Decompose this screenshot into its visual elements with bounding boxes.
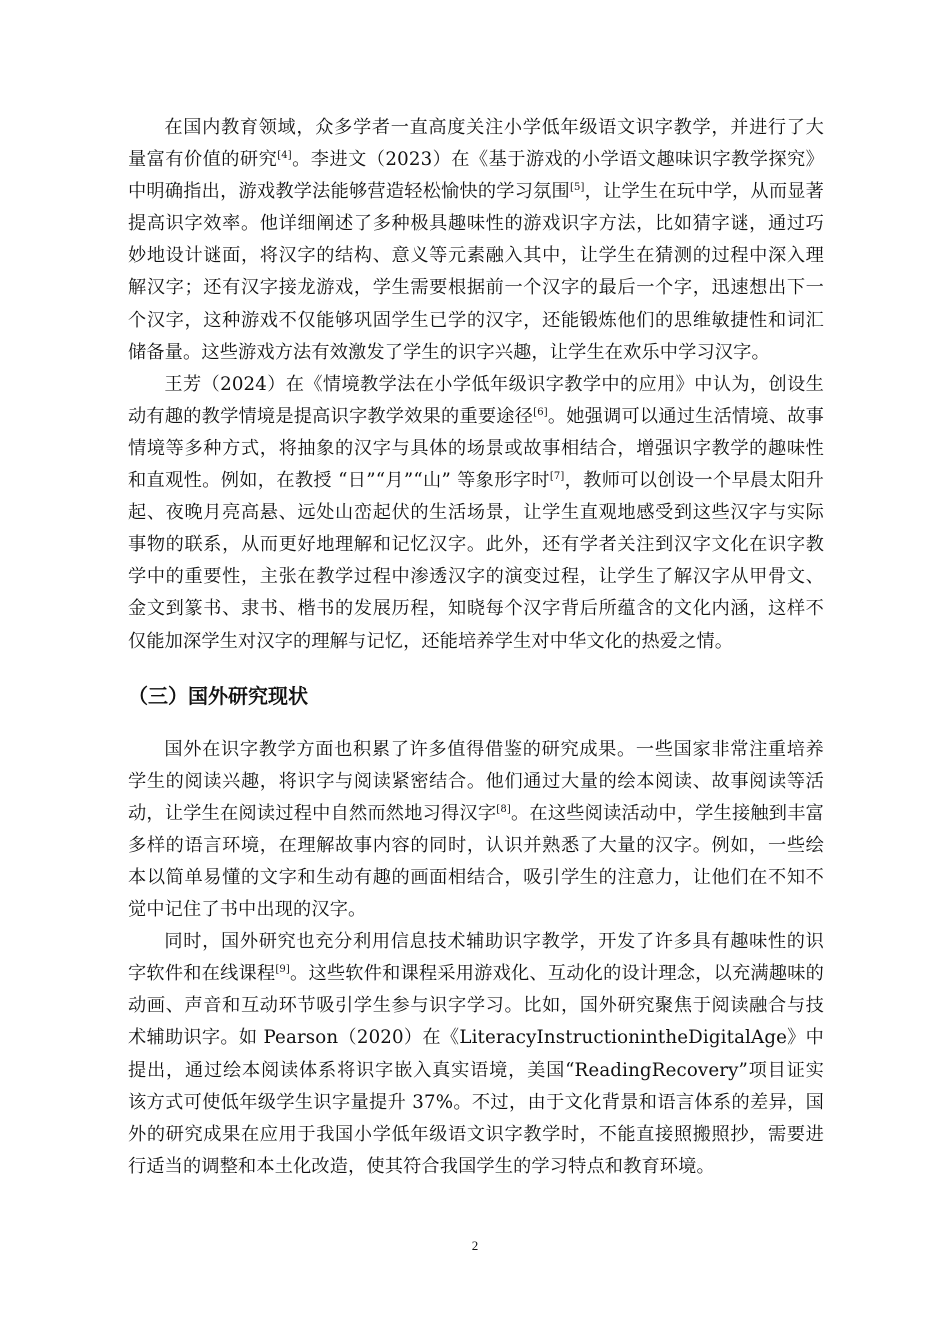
citation-ref: [7] <box>549 471 565 483</box>
citation-ref: [5] <box>569 182 585 194</box>
paragraph-text: 国外在识字教学方面也积累了许多值得借鉴的研究成果。一些国家非常注重培养学生的阅读兴趣，将识字与阅读紧密结合。他们通过大量的绘本阅读、故事阅读等活动，让学生在阅读过程中自然而然地习得汉字 <box>128 738 824 824</box>
heading-spacer <box>128 720 824 734</box>
paragraph-foreign-research-1 <box>128 734 824 927</box>
paragraph-text: 。这些软件和课程采用游戏化、互动化的设计理念，以充满趣味的动画、声音和互动环节吸引学生参与识字学习。比如，国外研究聚焦于阅读融合与技术辅助识字。如 Pearson（2020）在《LiteracyInstructionintheDigitalAge》中提出，通过绘本阅读体系将识字嵌入真实语境，美国“ReadingRecovery”项目证实该方式可使低年级学生识字量提升 37%。不过，由于文化背景和语言体系的差异，国外的研究成果在应用于我国小学低年级语文识字教学时，不能直接照搬照抄，需要进行适当的调整和本土化改造，使其符合我国学生的学习特点和教育环境。 <box>128 963 824 1177</box>
paragraph-text: 在国内教育领域，众多学者一直高度关注小学低年级语文识字教学，并进行了大量富有价值的研究 <box>128 117 824 171</box>
paragraph-domestic-research-2 <box>128 369 824 658</box>
paragraph-text: 。李进文（2023）在《基于游戏的小学语文趣味识字教学探究》中明确指出，游戏教学法能够营造轻松愉快的学习氛围 <box>128 149 824 203</box>
paragraph-text: 。在这些阅读活动中，学生接触到丰富多样的语言环境，在理解故事内容的同时，认识并熟悉了大量的汉字。例如，一些绘本以简单易懂的文字和生动有趣的画面相结合，吸引学生的注意力，让他们在不知不觉中记住了书中出现的汉字。 <box>128 802 824 921</box>
citation-ref: [4] <box>277 150 292 162</box>
paragraph-text: 王芳（2024）在《情境教学法在小学低年级识字教学中的应用》中认为，创设生动有趣的教学情境是提高识字教学效果的重要途径 <box>128 373 824 427</box>
page-number: 2 <box>471 1238 479 1253</box>
citation-ref: [6] <box>533 406 548 418</box>
citation-ref: [9] <box>275 964 290 976</box>
paragraph-text: ，让学生在玩中学，从而显著提高识字效率。他详细阐述了多种极具趣味性的游戏识字方法，比如猜字谜，通过巧妙地设计谜面，将汉字的结构、意义等元素融入其中，让学生在猜测的过程中深入理解汉字；还有汉字接龙游戏，学生需要根据前一个汉字的最后一个字，迅速想出下一个汉字，这种游戏不仅能够巩固学生已学的汉字，还能锻炼他们的思维敏捷性和词汇储备量。这些游戏方法有效激发了学生的识字兴趣，让学生在欢乐中学习汉字。 <box>128 181 824 363</box>
paragraph-foreign-research-2 <box>128 926 824 1183</box>
page-body <box>128 112 824 1183</box>
paragraph-text: 同时，国外研究也充分利用信息技术辅助识字教学，开发了许多具有趣味性的识字软件和在线课程 <box>128 931 824 985</box>
paragraph-text: 。她强调可以通过生活情境、故事情境等多种方式，将抽象的汉字与具体的场景或故事相结合，增强识字教学的趣味性和直观性。例如，在教授 “日”“月”“山” 等象形字时 <box>128 405 824 492</box>
citation-ref: [8] <box>496 803 511 815</box>
paragraph-domestic-research-1 <box>128 112 824 369</box>
paragraph-text: ，教师可以创设一个早晨太阳升起、夜晚月亮高悬、远处山峦起伏的生活场景，让学生直观地感受到这些汉字与实际事物的联系，从而更好地理解和记忆汉字。此外，还有学者关注到汉字文化在识字教学中的重要性，主张在教学过程中渗透汉字的演变过程，让学生了解汉字从甲骨文、金文到篆书、隶书、楷书的发展历程，知晓每个汉字背后所蕴含的文化内涵，这样不仅能加深学生对汉字的理解与记忆，还能培养学生对中华文化的热爱之情。 <box>128 470 824 652</box>
section-heading: （三）国外研究现状 <box>128 683 308 708</box>
